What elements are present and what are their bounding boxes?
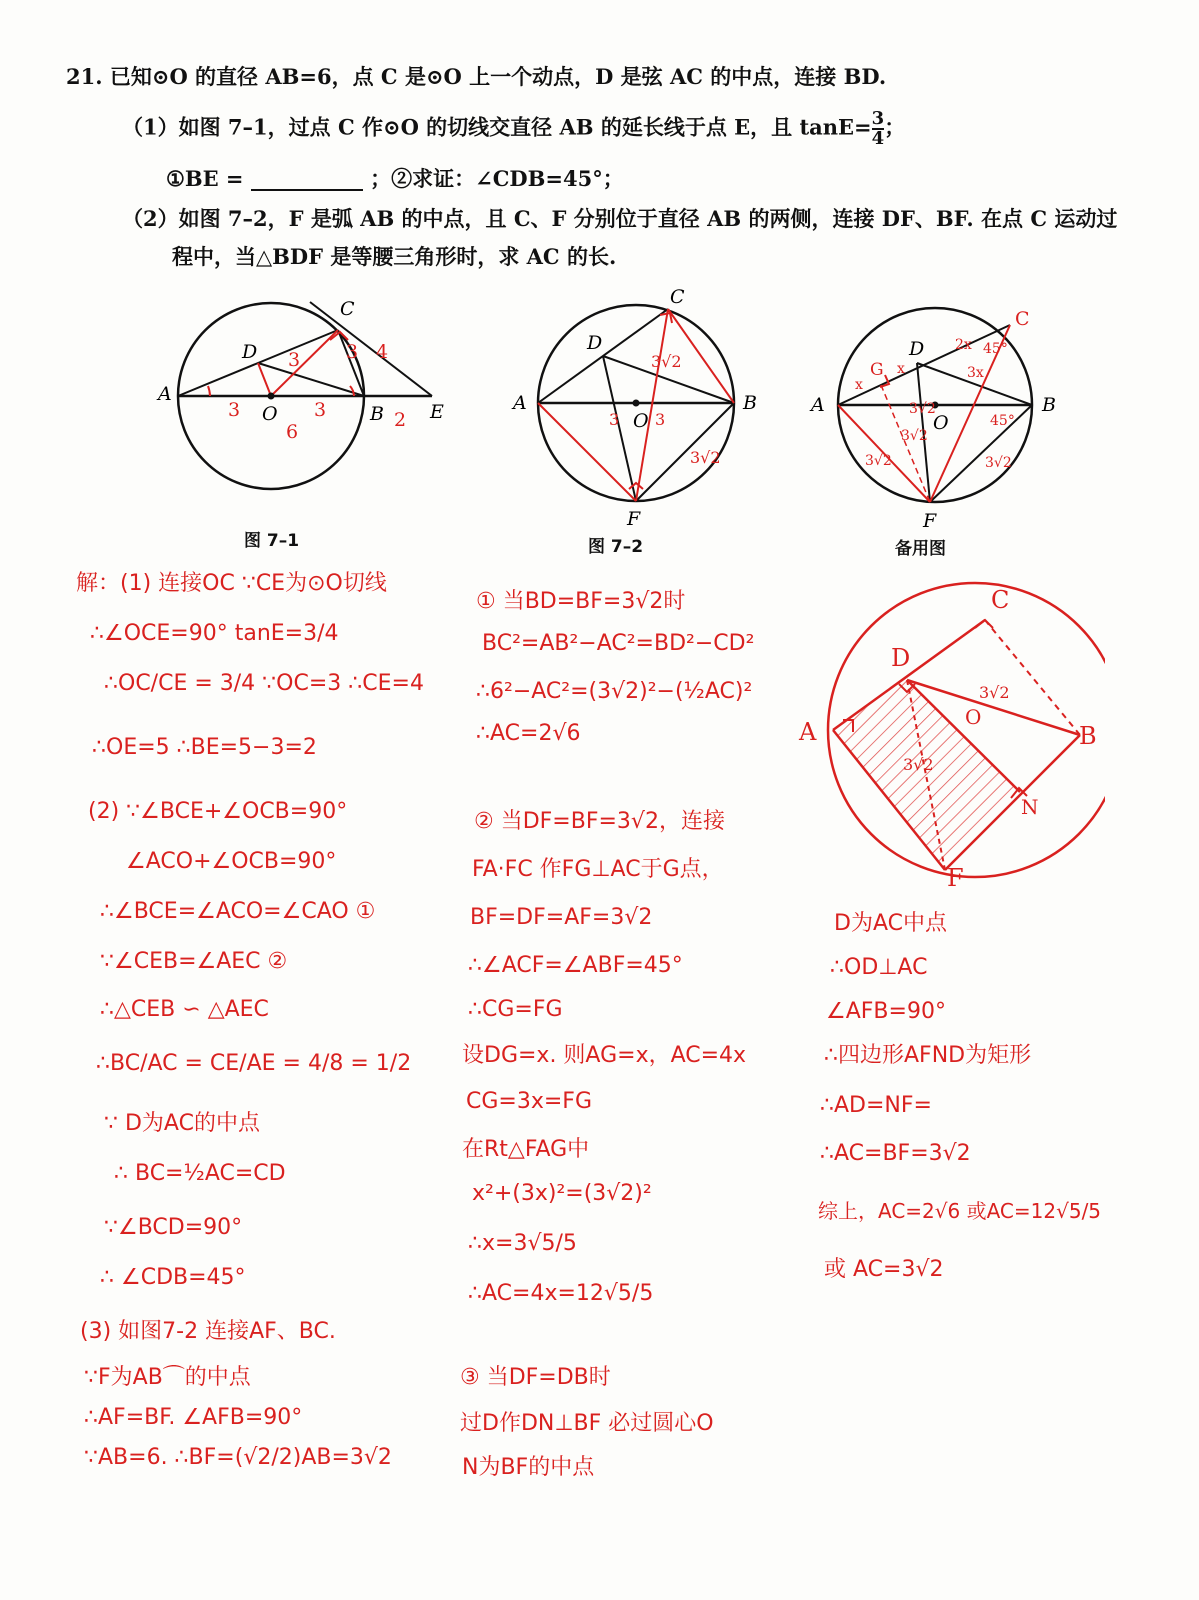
fig1-mark-r2: 3: [314, 399, 327, 421]
sol-col3-line1: D为AC中点: [834, 911, 947, 936]
tan-den: 4: [871, 128, 885, 149]
fig1-mark-bc: 3: [346, 341, 359, 363]
fig2-mark-bf: 3√2: [690, 448, 721, 467]
fig3-mark-b45: 45°: [990, 413, 1015, 429]
fig1-label-c: C: [340, 298, 355, 320]
fig4-label-b: B: [1079, 722, 1097, 750]
sol-col1-line13: ∵∠BCD=90°: [104, 1215, 243, 1240]
fig3-mark-x2: x: [897, 361, 905, 377]
fig4-label-o: O: [965, 705, 982, 729]
sol-col2-line8: ∴∠ACF=∠ABF=45°: [468, 953, 683, 978]
sol-col2-line15: ∴AC=4x=12√5/5: [468, 1281, 654, 1306]
fig1-label-d: D: [242, 341, 258, 363]
fig1-label-o: O: [262, 403, 278, 425]
fig2-label-o: O: [633, 410, 649, 432]
sol-col2-line16: ③ 当DF=DB时: [460, 1365, 611, 1390]
fig1-mark-oc: 3: [288, 349, 301, 371]
sol-col2-line3: ∴6²−AC²=(3√2)²−(½AC)²: [476, 679, 753, 704]
sol-col2-line5: ② 当DF=BF=3√2，连接: [474, 809, 725, 834]
fig1-angle-a: [208, 386, 210, 396]
fig2-label-d: D: [587, 332, 603, 354]
fig2-caption: 图 7–2: [588, 537, 644, 557]
sol-col2-line6: FA·FC 作FG⊥AC于G点，: [472, 857, 724, 882]
fig2-label-c: C: [670, 286, 685, 308]
sol-col2-line14: ∴x=3√5/5: [468, 1231, 577, 1256]
sol-col3-line4: ∴四边形AFND为矩形: [824, 1043, 1032, 1068]
sol-col1-line8: ∵∠CEB=∠AEC ②: [100, 949, 288, 974]
answer-blank: [251, 171, 363, 191]
sol-col1-line11: ∵ D为AC的中点: [104, 1111, 260, 1136]
sol-col2-line12: 在Rt△FAG中: [462, 1137, 590, 1162]
fig1-red-od: [258, 363, 271, 396]
fig1-line-db: [258, 363, 364, 396]
fig2-label-f: F: [627, 508, 641, 530]
sol-col1-line12: ∴ BC=½AC=CD: [114, 1161, 286, 1186]
sol-col2-line11: CG=3x=FG: [466, 1089, 592, 1114]
part1-questions: [166, 166, 624, 191]
fig1-mark-be: 2: [394, 409, 407, 431]
fig2-mark-db: 3√2: [651, 352, 682, 371]
fig4-mark-df: 3√2: [903, 755, 934, 774]
sol-col2-line18: N为BF的中点: [462, 1455, 595, 1480]
problem-stem: [66, 64, 886, 89]
fig1-label-e: E: [430, 401, 444, 423]
fig3-mark-af: 3√2: [865, 453, 892, 469]
fig4-label-f: F: [947, 864, 964, 892]
fig4-mark-db: 3√2: [979, 683, 1010, 702]
part1-line: [122, 110, 905, 148]
fig1-mark-ce: 4: [376, 341, 389, 363]
sol-col2-line4: ∴AC=2√6: [476, 721, 581, 746]
part2-line1: （2）如图 7–2，F 是弧 AB 的中点，且 C、F 分别位于直径 AB 的两侧，连接 DF、BF. 在点 C 运动过: [122, 206, 1118, 231]
tan-num: 3: [871, 108, 885, 129]
sol-col2-line1: ① 当BD=BF=3√2时: [476, 589, 686, 614]
problem-stem-text: 已知⊙O 的直径 AB=6，点 C 是⊙O 上一个动点，D 是弦 AC 的中点，连接 BD.: [109, 64, 887, 89]
fig2-mark-o1: 3: [609, 410, 620, 429]
tan-fraction: [872, 110, 885, 148]
fig3-mark-df: 3√2: [901, 428, 928, 444]
fig3-mark-fc: 3√2: [909, 401, 936, 417]
fig2-red-af: [538, 403, 636, 501]
sol-col1-line2: ∴∠OCE=90° tanE=3/4: [90, 621, 339, 646]
part2-line2: 程中，当△BDF 是等腰三角形时，求 AC 的长.: [172, 244, 617, 269]
sol-col1-line10: ∴BC/AC = CE/AE = 4/8 = 1/2: [96, 1051, 412, 1076]
sol-col1-line17: ∴AF=BF. ∠AFB=90°: [84, 1405, 303, 1430]
fig1-red-oc: [271, 330, 338, 396]
fig3-mark-mid: 3x: [967, 365, 984, 381]
fig4-label-n: N: [1021, 795, 1039, 819]
sol-col1-line7: ∴∠BCE=∠ACO=∠CAO ①: [100, 899, 376, 924]
fig2-label-a: A: [513, 392, 527, 414]
sol-col3-line6: ∴AC=BF=3√2: [820, 1141, 971, 1166]
fig2-label-b: B: [743, 392, 757, 414]
fig2-mark-o2: 3: [655, 410, 666, 429]
figure-7-1: [150, 290, 460, 520]
sol-col1-line6: ∠ACO+∠OCB=90°: [126, 849, 337, 874]
fig3-label-f: F: [923, 510, 937, 532]
fig1-mark-d: 6: [286, 421, 299, 443]
fig2-red-cf: [636, 309, 668, 501]
part1-end: ；: [884, 114, 906, 140]
sol-col3-line8: 或 AC=3√2: [824, 1257, 944, 1282]
sol-col2-line10: 设DG=x. 则AG=x，AC=4x: [462, 1043, 747, 1068]
fig3-label-g: G: [870, 360, 884, 380]
sol-col1-line4: ∴OE=5 ∴BE=5−3=2: [92, 735, 317, 760]
fig1-mark-r1: 3: [228, 399, 241, 421]
fig3-label-o: O: [933, 412, 949, 434]
figure-7-2: [505, 285, 770, 530]
fig3-mark-x1: x: [855, 377, 863, 393]
fig1-label-a: A: [158, 383, 172, 405]
sol-col2-line2: BC²=AB²−AC²=BD²−CD²: [482, 631, 755, 656]
fig3-label-b: B: [1042, 394, 1056, 416]
fig4-label-d: D: [891, 644, 911, 672]
fig4-label-c: C: [991, 586, 1010, 614]
sol-col3-line3: ∠AFB=90°: [826, 999, 946, 1024]
sol-col2-line13: x²+(3x)²=(3√2)²: [472, 1181, 652, 1206]
fig2-line-df: [603, 356, 636, 501]
sol-col1-line5: (2) ∵∠BCE+∠OCB=90°: [88, 799, 348, 824]
fig4-chord-cb: [985, 620, 1080, 735]
fig3-mark-bf: 3√2: [985, 455, 1012, 471]
part1-text: （1）如图 7–1，过点 C 作⊙O 的切线交直径 AB 的延长线于点 E，且 tanE=: [122, 114, 872, 140]
fig3-label-d: D: [909, 338, 925, 360]
sol-col3-line2: ∴OD⊥AC: [830, 955, 928, 980]
sol-col3-line7: 综上，AC=2√6 或AC=12√5/5: [818, 1199, 1102, 1223]
fig1-caption: 图 7–1: [244, 531, 300, 551]
fig1-tangent: [310, 302, 432, 396]
fig3-label-c: C: [1015, 308, 1030, 330]
q1b: ；②求证：∠CDB=45°；: [370, 166, 624, 191]
fig3-label-a: A: [811, 394, 825, 416]
sol-col3-line5: ∴AD=NF=: [820, 1093, 932, 1118]
fig1-center-dot: [268, 393, 275, 400]
sol-col1-line14: ∴ ∠CDB=45°: [100, 1265, 246, 1290]
sol-col1-line1: 解：(1) 连接OC ∵CE为⊙O切线: [76, 571, 387, 596]
sol-col1-line18: ∵AB=6. ∴BF=(√2/2)AB=3√2: [84, 1445, 392, 1470]
sol-col2-line9: ∴CG=FG: [468, 997, 563, 1022]
sol-col1-line16: ∵F为AB⌒的中点: [84, 1365, 251, 1390]
fig4-label-a: A: [799, 718, 817, 746]
sol-col2-line7: BF=DF=AF=3√2: [470, 905, 653, 930]
fig3-mark-c45: 45°: [983, 341, 1008, 357]
problem-number: 21.: [66, 64, 103, 89]
fig1-label-b: B: [370, 403, 384, 425]
sol-col1-line15: (3) 如图7-2 连接AF、BC.: [80, 1319, 336, 1344]
sol-col1-line3: ∴OC/CE = 3/4 ∵OC=3 ∴CE=4: [104, 671, 424, 696]
fig3-caption: 备用图: [895, 539, 946, 559]
fig3-mark-cd: 2x: [955, 337, 972, 353]
sol-col2-line17: 过D作DN⊥BF 必过圆心O: [460, 1411, 714, 1436]
figure-case3: [795, 580, 1105, 900]
figure-backup: [805, 295, 1080, 535]
q1a: ①BE =: [166, 166, 244, 191]
sol-col1-line9: ∴△CEB ∽ △AEC: [100, 997, 269, 1022]
fig2-center-dot: [633, 400, 640, 407]
